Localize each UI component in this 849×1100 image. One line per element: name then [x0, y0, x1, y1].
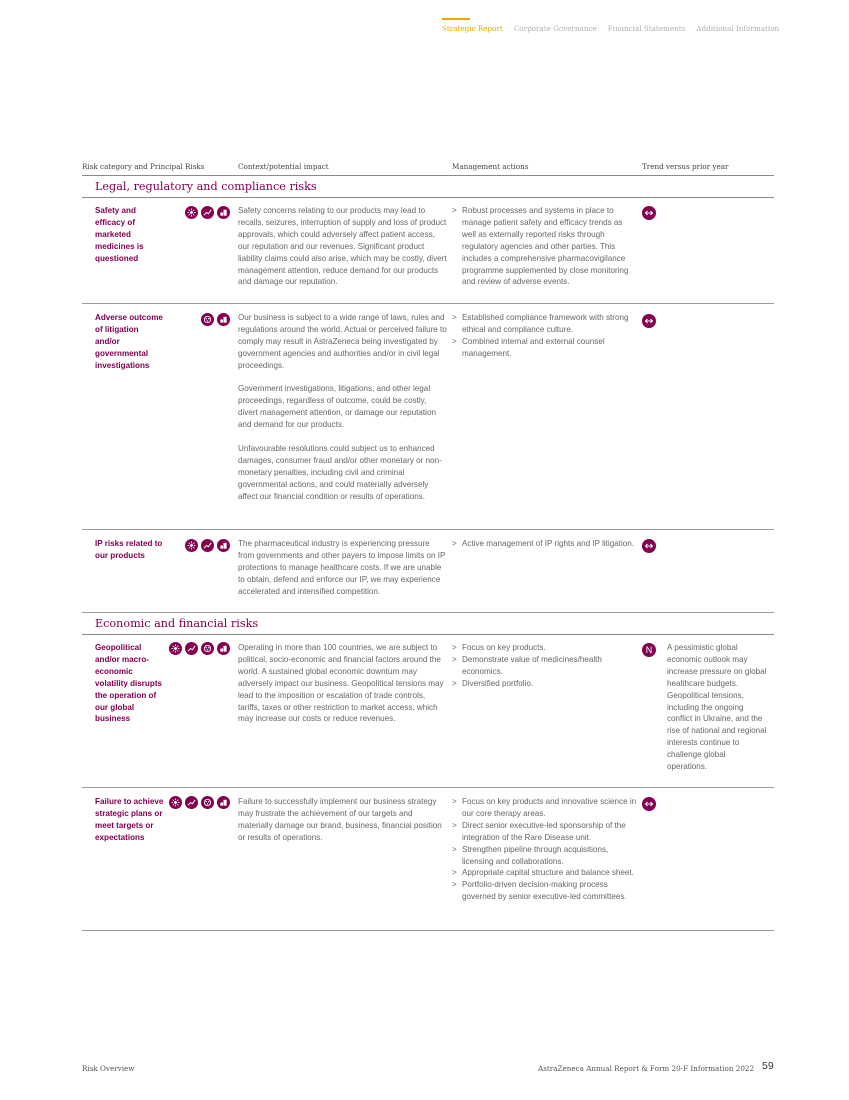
management-list	[452, 796, 637, 903]
context-paragraph: Safety concerns relating to our products may lead to recalls, seizures, interruption of supply and loss of product approvals, which could adversely affect patient access, our reputation and our revenues. Significant product liability claims could also arise, which may be costly, divert management attention, reduce demand for our products and damage our reputation.	[238, 206, 447, 287]
people-icon	[217, 313, 230, 326]
trend-unchanged-icon	[642, 206, 656, 220]
context-cell	[238, 642, 448, 725]
risk-name: IP risks related to our products	[95, 539, 163, 560]
science-icon	[169, 796, 182, 809]
risk-icons	[169, 642, 230, 655]
header-rule	[82, 175, 774, 176]
management-item: > Strengthen pipeline through acquisitions, licensing and collaborations.	[452, 844, 637, 868]
tab-additional-information[interactable]: Additional Information	[696, 24, 780, 33]
footer-publication: AstraZeneca Annual Report & Form 20-F Information 2022	[538, 1064, 755, 1073]
section-title-legal: Legal, regulatory and compliance risks	[95, 180, 317, 193]
context-paragraph: Failure to successfully implement our business strategy may frustrate the achievement of our targets and materially damage our brand, business, financial position or results of operations.	[238, 797, 442, 842]
risk-icons	[169, 796, 230, 809]
context-cell	[238, 312, 448, 502]
trend-unchanged-icon	[642, 539, 656, 553]
page-number: 59	[762, 1060, 774, 1072]
risk-name: Safety and efficacy of marketed medicines is questioned	[95, 206, 144, 263]
trend-unchanged-icon	[642, 797, 656, 811]
header-management: Management actions	[452, 162, 529, 171]
header-risk: Risk category and Principal Risks	[82, 162, 205, 171]
people-icon	[217, 206, 230, 219]
trend-unchanged-icon	[642, 314, 656, 328]
row-rule	[82, 529, 774, 530]
header-trend: Trend versus prior year	[642, 162, 729, 171]
top-navigation	[442, 24, 779, 33]
growth-icon	[201, 539, 214, 552]
management-item: > Established compliance framework with strong ethical and compliance culture.	[452, 312, 637, 336]
risk-name: Adverse outcome of litigation and/or governmental investigations	[95, 313, 163, 370]
people-icon	[217, 642, 230, 655]
management-item: > Robust processes and systems in place to manage patient safety and efficacy trends as well as externally reported risks through regulatory agencies and other parties. This includes a comprehensive pharmacovigilance programme supplemented by close monitoring and review of adverse events.	[452, 205, 637, 288]
context-paragraph: Our business is subject to a wide range of laws, rules and regulations around the world. Actual or perceived failure to comply may result in AstraZeneca being investigated by government agencies and authorities and/or in civil legal proceedings.	[238, 313, 447, 370]
risk-icons	[201, 313, 230, 326]
people-icon	[217, 796, 230, 809]
context-paragraph: Unfavourable resolutions could subject us to enhanced damages, consumer fraud and/or other monetary or non-monetary penalties, including civil and criminal governmental actions, and could materially adversely affect our financial condition or results of operations.	[238, 443, 442, 501]
row-rule	[82, 930, 774, 931]
management-item: > Combined internal and external counsel management.	[452, 336, 637, 360]
sustainability-icon	[201, 313, 214, 326]
section-rule	[82, 197, 774, 198]
trend-new-badge: N	[642, 643, 656, 657]
risk-icons	[185, 539, 230, 552]
footer-section-name: Risk Overview	[82, 1064, 135, 1073]
context-paragraph: The pharmaceutical industry is experiencing pressure from governments and other payers to impose limits on IP protections to manage healthcare costs. If we are unable to obtain, defend and enforce our IP, we may experience accelerated and intensified competition.	[238, 539, 446, 596]
management-list	[452, 538, 637, 550]
row-rule	[82, 787, 774, 788]
context-paragraph: Government investigations, litigations, and other legal proceedings, regardless of outcome, could be costly, divert management attention, or damage our reputation and demand for our products.	[238, 384, 436, 430]
growth-icon	[185, 642, 198, 655]
science-icon	[169, 642, 182, 655]
context-cell	[238, 205, 448, 288]
row-rule	[82, 612, 774, 613]
tab-financial-statements[interactable]: Financial Statements	[607, 24, 686, 33]
trend-note: A pessimistic global economic outlook may increase pressure on global healthcare budgets. Geopolitical tensions, including the ongoing conflict in Ukraine, and the rise of national and regional interests continue to challenge global operations.	[667, 643, 767, 772]
context-cell	[238, 796, 448, 844]
section-title-economic: Economic and financial risks	[95, 617, 259, 630]
risk-icons	[185, 206, 230, 219]
management-item: > Appropriate capital structure and balance sheet.	[452, 867, 637, 879]
tab-strategic-report[interactable]: Strategic Report	[442, 24, 503, 33]
management-item: > Active management of IP rights and IP litigation.	[452, 538, 637, 550]
management-item: > Demonstrate value of medicines/health economics.	[452, 654, 637, 678]
growth-icon	[185, 796, 198, 809]
row-rule	[82, 303, 774, 304]
management-item: > Portfolio-driven decision-making process governed by senior executive-led committees.	[452, 879, 637, 903]
management-item: > Focus on key products.	[452, 642, 637, 654]
people-icon	[217, 539, 230, 552]
context-cell	[238, 538, 448, 598]
management-list	[452, 312, 637, 360]
context-paragraph: Operating in more than 100 countries, we are subject to political, socio-economic and financial factors around the world. A sustained global economic downturn may adversely impact our business. Geopolitical tensions may lead to the imposition or escalation of trade controls, tariffs, taxes or other restriction to market access, which may increase our costs or reduce revenues.	[238, 643, 444, 724]
management-item: > Direct senior executive-led sponsorship of the integration of the Rare Disease unit.	[452, 820, 637, 844]
risk-name: Failure to achieve strategic plans or meet targets or expectations	[95, 797, 164, 842]
management-item: > Focus on key products and innovative science in our core therapy areas.	[452, 796, 637, 820]
science-icon	[185, 206, 198, 219]
tab-corporate-governance[interactable]: Corporate Governance	[513, 24, 597, 33]
sustainability-icon	[201, 796, 214, 809]
section-rule	[82, 634, 774, 635]
header-context: Context/potential impact	[238, 162, 329, 171]
sustainability-icon	[201, 642, 214, 655]
management-list	[452, 205, 637, 288]
risk-name: Geopolitical and/or macro-economic volatility disrupts the operation of our global business	[95, 643, 163, 724]
management-item: > Diversified portfolio.	[452, 678, 637, 690]
growth-icon	[201, 206, 214, 219]
management-list	[452, 642, 637, 690]
science-icon	[185, 539, 198, 552]
